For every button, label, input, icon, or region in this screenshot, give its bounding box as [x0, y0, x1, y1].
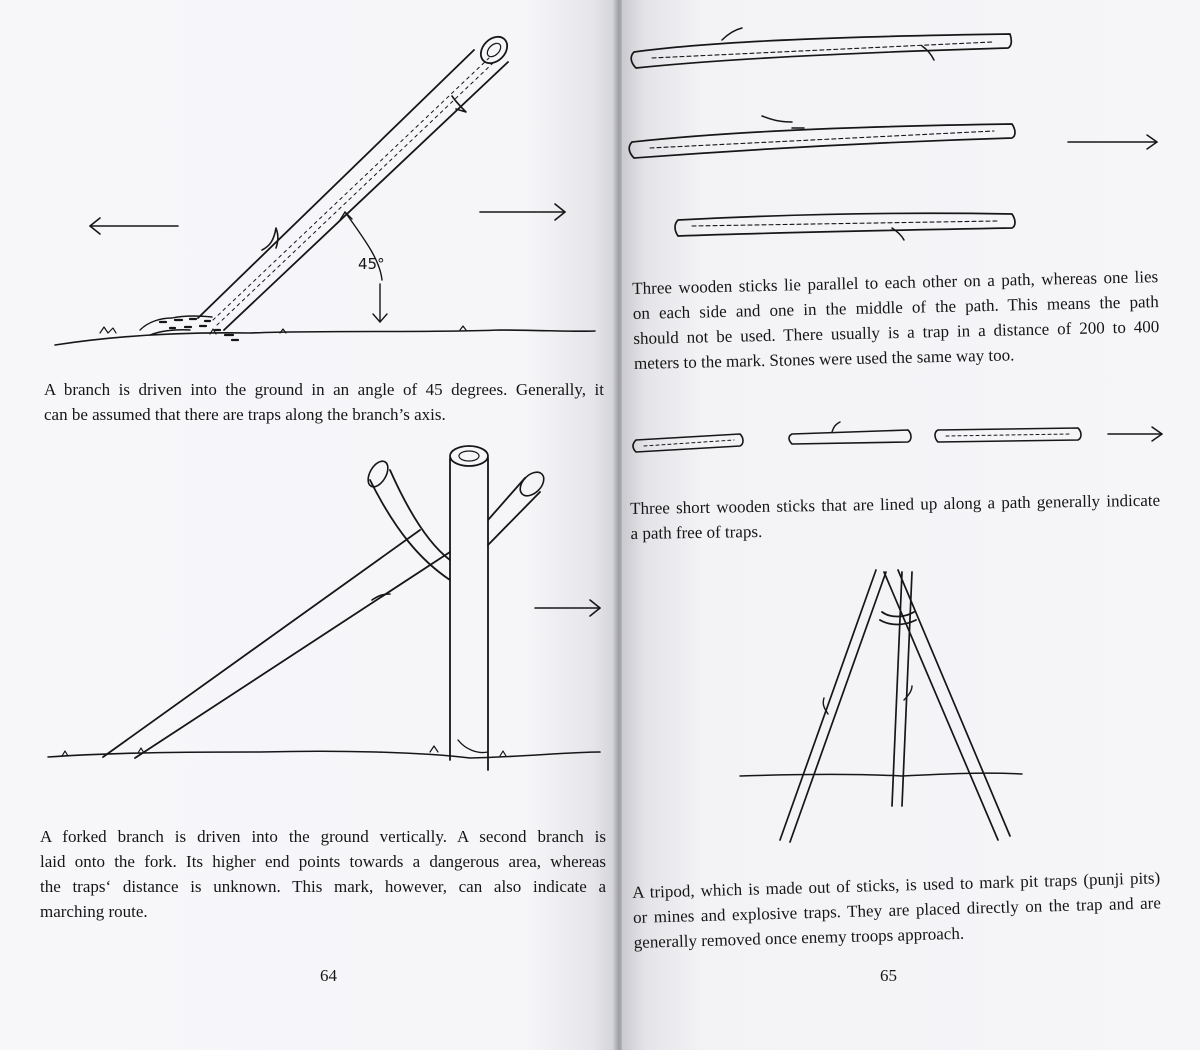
caption-line: the traps‘ distance is unknown. This mark, however, can also indicate a: [40, 877, 606, 896]
caption-line: laid onto the fork. Its higher end points towards a dangerous area, whereas: [40, 852, 606, 871]
three-parallel-sticks-illustration: [629, 28, 1157, 240]
caption-line: generally removed once enemy troops approach.: [633, 923, 965, 952]
figure1-caption: [44, 377, 604, 427]
caption-line: A tripod, which is made out of sticks, is used to mark pit traps (punji pits): [632, 868, 1161, 902]
caption-line: can be assumed that there are traps along the branch’s axis.: [44, 405, 446, 424]
caption-line: should not be used. There usually is a trap in a distance of 200 to 400: [633, 317, 1160, 348]
caption-line: Three wooden sticks lie parallel to each other on a path, whereas one lies: [632, 267, 1159, 298]
caption-line: marching route.: [40, 902, 148, 921]
caption-line: on each side and one in the middle of the path. This means the path: [632, 292, 1159, 323]
caption-line: a path free of traps.: [630, 521, 763, 543]
caption-line: A branch is driven into the ground in an angle of 45 degrees. Generally, it: [44, 380, 604, 399]
caption-line: meters to the mark. Stones were used the same way too.: [633, 345, 1015, 373]
tripod-illustration: [740, 570, 1022, 842]
figure3-caption: [632, 264, 1160, 376]
figure2-caption: [40, 824, 606, 924]
page-number: 64: [320, 966, 337, 985]
angle-label: 45°: [358, 255, 385, 273]
page-number: 65: [880, 966, 897, 985]
figure5-caption: [632, 865, 1162, 955]
angled-branch-illustration: [55, 32, 595, 345]
forked-branch-illustration: [48, 446, 600, 770]
three-short-sticks-illustration: [633, 422, 1162, 452]
caption-line: or mines and explosive traps. They are placed directly on the trap and are: [632, 893, 1162, 927]
right-page: [622, 0, 1200, 1050]
caption-line: A forked branch is driven into the ground vertically. A second branch is: [40, 827, 606, 846]
figure4-caption: [630, 488, 1161, 546]
caption-line: Three short wooden sticks that are lined up along a path generally indicate: [630, 490, 1161, 518]
